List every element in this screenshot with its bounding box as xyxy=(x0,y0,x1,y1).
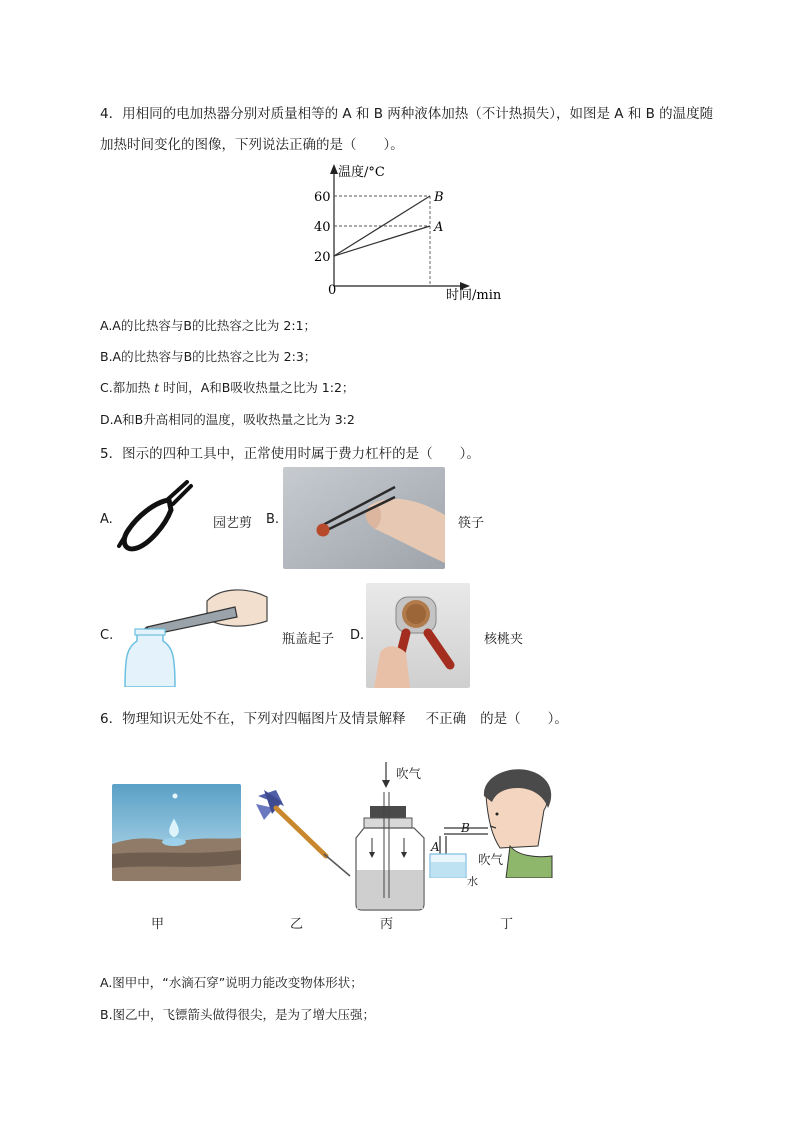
ytick-40: 40 xyxy=(314,220,331,235)
q4-option-c-pre: C.都加热 xyxy=(100,380,155,395)
temperature-time-graph xyxy=(300,160,520,305)
series-a-label: A xyxy=(434,220,444,235)
q4-option-b: B.A的比热容与B的比热容之比为 2:3； xyxy=(100,349,317,364)
series-b-label: B xyxy=(434,190,444,205)
q5-d-label: 核桃夹 xyxy=(484,632,524,647)
q5-a-label: 园艺剪 xyxy=(213,516,253,531)
q6-stem-a: 6．物理知识无处不在，下列对四幅图片及情景解释 xyxy=(100,711,406,727)
q4-option-c xyxy=(100,378,354,396)
bottle-opener-image xyxy=(117,577,269,687)
q5-b-letter: B. xyxy=(266,512,280,527)
q6-blow-label-1: 吹气 xyxy=(396,766,422,781)
q4-stem-line2: 加热时间变化的图像，下列说法正确的是（ ）。 xyxy=(100,137,404,153)
q5-d-letter: D. xyxy=(350,628,365,643)
origin-label: 0 xyxy=(328,283,337,298)
q6-label-ding: 丁 xyxy=(500,917,514,932)
y-axis-arrow xyxy=(330,164,338,174)
dart-image xyxy=(254,786,354,878)
q6-option-b: B.图乙中，飞镖箭头做得很尖，是为了增大压强； xyxy=(100,1007,376,1022)
water-drop-rock-photo xyxy=(112,784,241,881)
ytick-60: 60 xyxy=(314,190,331,205)
q5-a-letter: A. xyxy=(100,512,113,527)
q5-c-letter: C. xyxy=(100,628,114,643)
q5-c-label: 瓶盖起子 xyxy=(282,632,335,647)
q5-b-label: 筷子 xyxy=(458,516,485,531)
q4-option-d: D.A和B升高相同的温度，吸收热量之比为 3:2 xyxy=(100,412,355,427)
q5-stem: 5．图示的四种工具中，正常使用时属于费力杠杆的是（ ）。 xyxy=(100,446,480,462)
nutcracker-photo xyxy=(366,583,470,688)
q6-label-bing: 丙 xyxy=(380,917,394,932)
q6-water-label: 水 xyxy=(467,875,478,888)
q6-point-a: A xyxy=(431,840,440,854)
q6-blow-label-2: 吹气 xyxy=(478,852,504,867)
y-axis-label: 温度/°C xyxy=(338,165,385,180)
ytick-20: 20 xyxy=(314,250,331,265)
q6-point-b: B xyxy=(461,821,470,835)
q4-stem-line1: 4．用相同的电加热器分别对质量相等的 A 和 B 两种液体加热（不计热损失），如图是 A 和 B 的温度随 xyxy=(100,106,714,122)
q4-option-c-var: t xyxy=(154,380,160,395)
q4-option-c-post: 时间，A和B吸收热量之比为 1:2； xyxy=(159,380,355,395)
q6-label-yi: 乙 xyxy=(290,917,304,932)
chopsticks-photo xyxy=(283,467,445,569)
series-a-line xyxy=(334,226,430,256)
garden-shears-image xyxy=(115,476,197,556)
x-axis-label: 时间/min xyxy=(446,288,502,303)
q6-option-a: A.图甲中，“水滴石穿”说明力能改变物体形状； xyxy=(100,975,363,990)
q6-stem xyxy=(100,707,568,727)
q6-stem-b: 不正确 xyxy=(425,711,467,727)
q6-stem-c: 的是（ ）。 xyxy=(480,711,568,727)
q4-option-a: A.A的比热容与B的比热容之比为 2:1； xyxy=(100,318,317,333)
q6-label-jia: 甲 xyxy=(151,917,165,932)
